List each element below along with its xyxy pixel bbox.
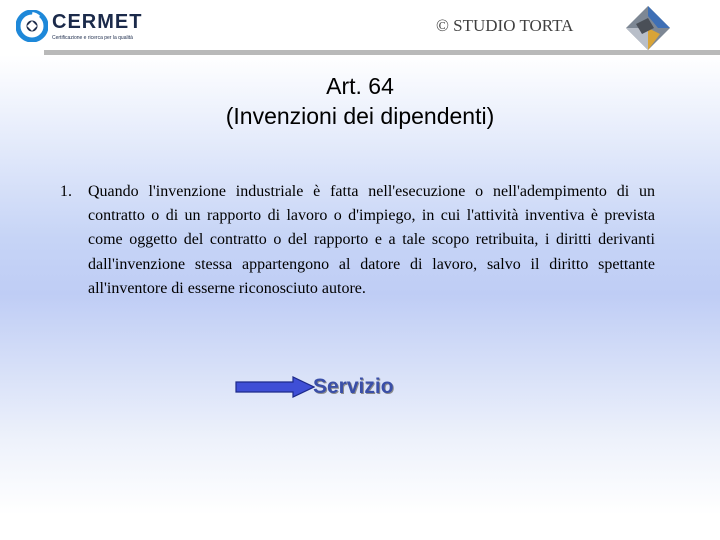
logo-tagline: Certificazione e ricerca per la qualità [52, 35, 133, 41]
title-line-2: (Invenzioni dei dipendenti) [225, 103, 495, 129]
logo-name: CERMET [52, 11, 143, 33]
title-line-1: Art. 64 [326, 73, 394, 99]
copyright-label: © STUDIO TORTA [436, 16, 574, 35]
studio-torta-diamond-logo-icon [624, 4, 672, 52]
paragraph-number: 1. [60, 183, 72, 200]
slide-content [0, 55, 720, 515]
page-title [100, 71, 620, 131]
header [0, 0, 720, 52]
cermet-circle-logo-icon [16, 10, 48, 42]
right-arrow-icon [235, 376, 315, 398]
servizio-link[interactable]: Servizio [313, 375, 394, 398]
numbered-paragraph [60, 180, 655, 301]
cermet-logo [16, 10, 141, 44]
paragraph-text: Quando l'invenzione industriale è fatta nell'esecuzione o nell'adempimento di un contratto o di un rapporto di lavoro o d'impiego, in cui l'attività inventiva è prevista come oggetto del contratto o del rapporto e a tale scopo retribuita, i diritti derivanti dall'invenzione stessa appartengono al datore di lavoro, salvo il diritto spettante all'inventore di esserne riconosciuto autore. [88, 183, 655, 297]
